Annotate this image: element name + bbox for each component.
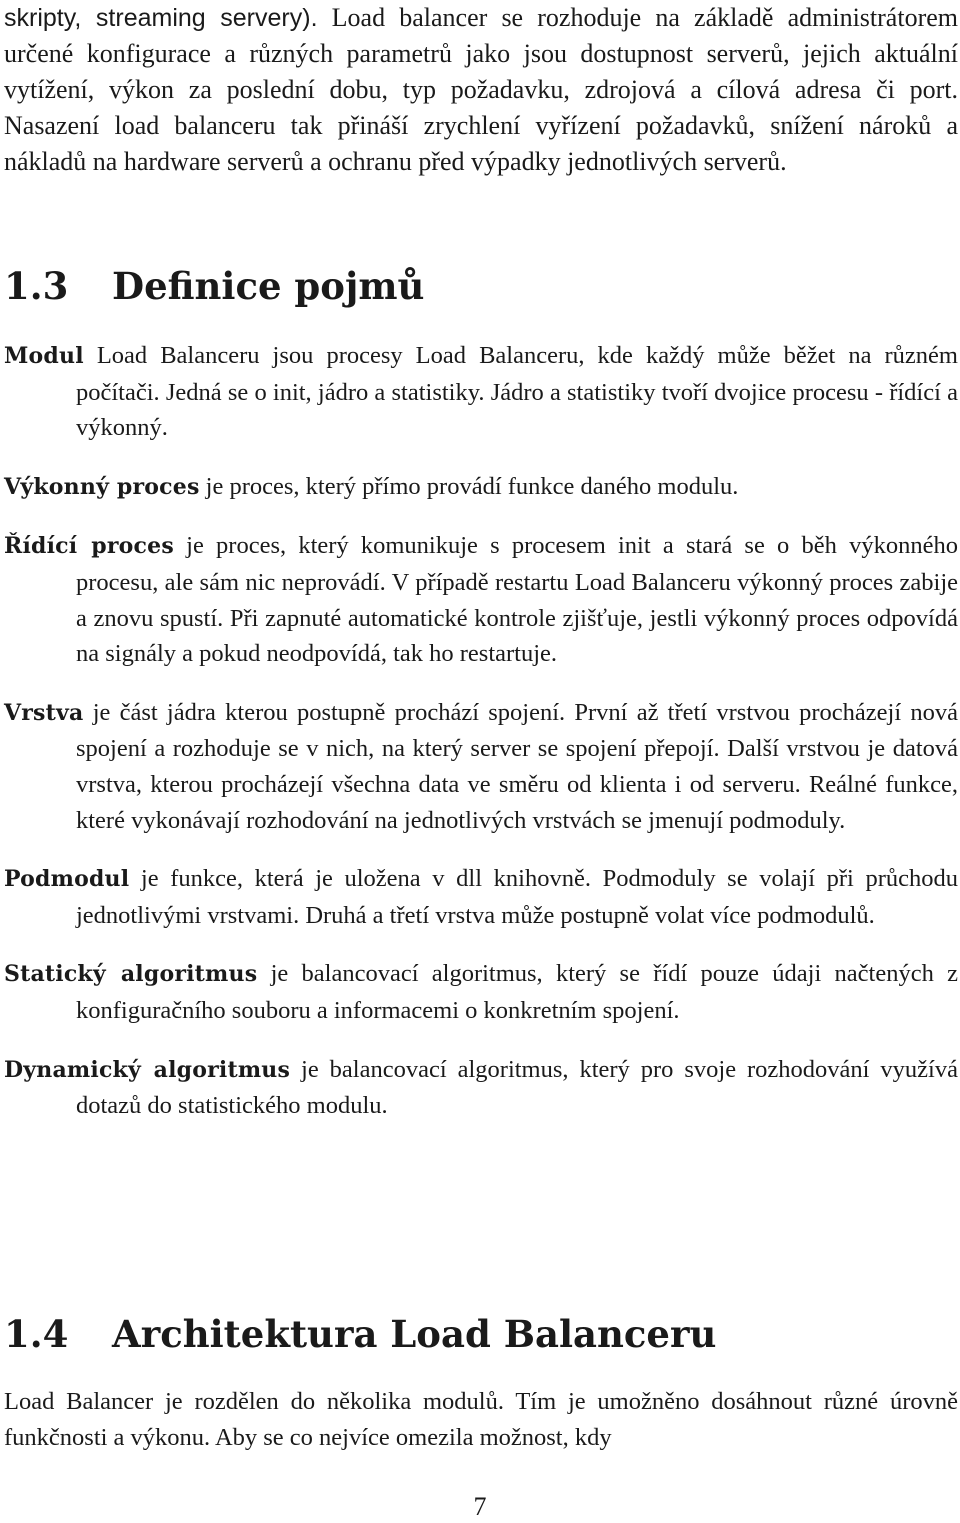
definition-item: [4, 338, 958, 446]
intro-paragraph: [4, 0, 958, 180]
section-title: Definice pojmů: [112, 264, 425, 308]
definition-term: Podmodul: [4, 866, 130, 893]
definition-item: [4, 1052, 958, 1124]
definition-text: je proces, který přímo provádí funkce daného modulu.: [199, 472, 739, 500]
definition-item: [4, 528, 958, 671]
intro-serif-text-1: Load balancer se rozhoduje na základě administrátorem určené konfigurace a různých parametrů jako jsou dostupnost serverů, jejich aktuální vytížení, výkon za poslední dobu, typ požadavku, zdrojová a cílová adresa či port.: [4, 3, 958, 104]
section-title: Architektura Load Balanceru: [112, 1312, 717, 1356]
definition-item: [4, 469, 958, 506]
definition-term: Modul: [4, 343, 84, 369]
definition-term: Statický algoritmus: [4, 961, 258, 988]
definition-term: Řídící proces: [4, 533, 174, 560]
intro-serif-text-2: Nasazení load balanceru tak přináší zrychlení vyřízení požadavků, snížení nároků a nákladů na hardware serverů a ochranu před výpadky jednotlivých serverů.: [4, 111, 958, 176]
section-number: 1.4: [4, 1312, 69, 1356]
definition-text: Load Balanceru jsou procesy Load Balanceru, kde každý může běžet na různém počítači. Jedná se o init, jádro a statistiky. Jádro a statistiky tvoří dvojice procesu - řídící a výkonný.: [76, 342, 958, 442]
definition-item: [4, 956, 958, 1028]
definition-text: je funkce, která je uložena v dll knihovně. Podmoduly se volají při průchodu jednotlivými vrstvami. Druhá a třetí vrstva může postupně volat více podmodulů.: [76, 865, 958, 929]
definition-text: je balancovací algoritmus, který pro svoje rozhodování využívá dotazů do statistického modulu.: [76, 1055, 958, 1120]
definition-item: [4, 695, 958, 838]
page-number: 7: [473, 1492, 487, 1521]
section-number: 1.3: [4, 264, 69, 308]
definition-term: Výkonný proces: [4, 473, 200, 500]
definition-text: je balancovací algoritmus, který se řídí pouze údaji načtených z konfiguračního souboru a informacemi o konkretním spojení.: [76, 960, 958, 1024]
document-page: [4, 0, 958, 1451]
intro-sans-text: skripty, streaming servery).: [4, 4, 318, 32]
section-heading-1-3: [4, 264, 424, 308]
definition-text: je část jádra kterou postupně prochází spojení. První až třetí vrstvou procházejí nová spojení a rozhoduje se v nich, na který server se spojení přepojí. Další vrstvou je datová vrstva, kterou procházejí všechna data ve směru od klienta i od serveru. Reálné funkce, které vykonávají rozhodování na jednotlivých vrstvách se jmenují podmoduly.: [76, 698, 958, 834]
definition-item: [4, 861, 958, 933]
definition-text: je proces, který komunikuje s procesem init a stará se o běh výkonného procesu, ale sám nic neprovádí. V případě restartu Load Balanceru výkonný proces zabije a znovu spustí. Při zapnuté automatické kontrole zjišťuje, jestli výkonný proces odpovídá na signály a pokud neodpovídá, tak ho restartuje.: [76, 532, 958, 668]
architecture-paragraph: Load Balancer je rozdělen do několika modulů. Tím je umožněno dosáhnout různé úrovně funkčnosti a výkonu. Aby se co nejvíce omezila možnost, kdy: [4, 1388, 958, 1451]
section-heading-1-4: [4, 1312, 716, 1356]
definition-list: [4, 338, 958, 1147]
definition-term: Vrstva: [4, 699, 84, 726]
definition-term: Dynamický algoritmus: [4, 1056, 291, 1083]
